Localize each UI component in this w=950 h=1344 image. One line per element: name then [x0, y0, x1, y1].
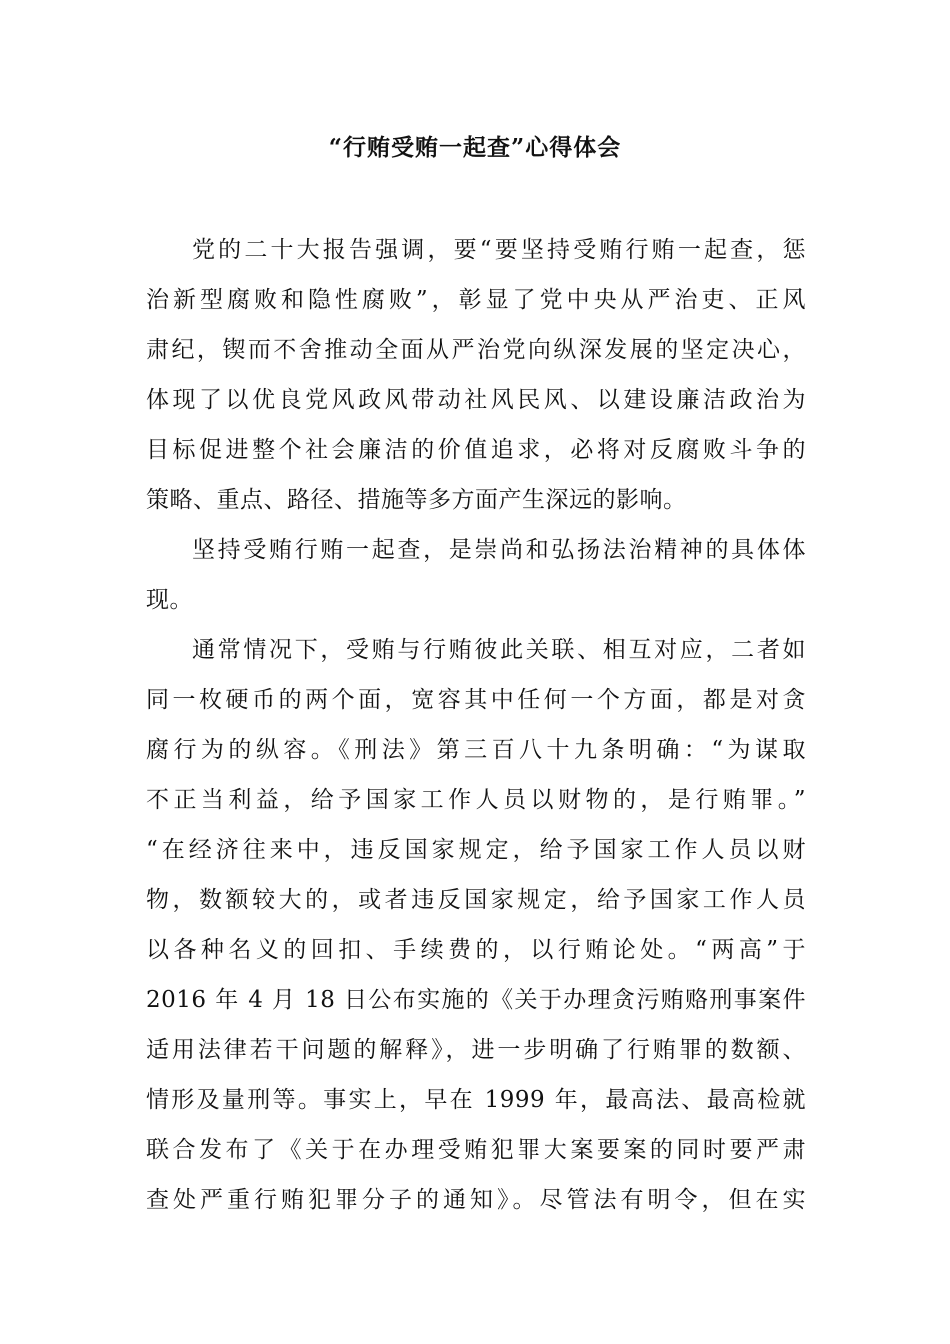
body-line: 肃纪，锲而不舍推动全面从严治党向纵深发展的坚定决心，: [146, 337, 806, 363]
body-line: 联合发布了《关于在办理受贿犯罪大案要案的同时要严肃: [146, 1137, 806, 1163]
body-line: 通常情况下，受贿与行贿彼此关联、相互对应，二者如: [192, 637, 806, 663]
body-line: 查处严重行贿犯罪分子的通知》。尽管法有明令，但在实: [146, 1187, 806, 1213]
document-title: “行贿受贿一起查”心得体会: [328, 134, 622, 161]
body-line: 治新型腐败和隐性腐败”，彰显了党中央从严治吏、正风: [146, 287, 806, 313]
body-line: 不正当利益，给予国家工作人员以财物的，是行贿罪。”: [146, 787, 806, 813]
body-line: “在经济往来中，违反国家规定，给予国家工作人员以财: [146, 837, 806, 863]
body-line: 以各种名义的回扣、手续费的，以行贿论处。“两高”于: [146, 937, 806, 963]
body-line: 物，数额较大的，或者违反国家规定，给予国家工作人员: [146, 887, 806, 913]
body-line: 2016 年 4 月 18 日公布实施的《关于办理贪污贿赂刑事案件: [146, 987, 806, 1013]
body-line: 腐行为的纵容。《刑法》第三百八十九条明确：“为谋取: [146, 737, 806, 763]
body-line: 现。: [146, 587, 193, 613]
body-line: 坚持受贿行贿一起查，是崇尚和弘扬法治精神的具体体: [192, 537, 806, 563]
body-line: 同一枚硬币的两个面，宽容其中任何一个方面，都是对贪: [146, 687, 806, 713]
body-line: 目标促进整个社会廉洁的价值追求，必将对反腐败斗争的: [146, 437, 806, 463]
body-line: 情形及量刑等。事实上，早在 1999 年，最高法、最高检就: [146, 1087, 806, 1113]
body-line: 体现了以优良党风政风带动社风民风、以建设廉洁政治为: [146, 387, 806, 413]
body-line: 适用法律若干问题的解释》，进一步明确了行贿罪的数额、: [146, 1037, 806, 1063]
body-line: 党的二十大报告强调，要“要坚持受贿行贿一起查，惩: [192, 237, 806, 263]
body-line: 策略、重点、路径、措施等多方面产生深远的影响。: [146, 487, 687, 513]
